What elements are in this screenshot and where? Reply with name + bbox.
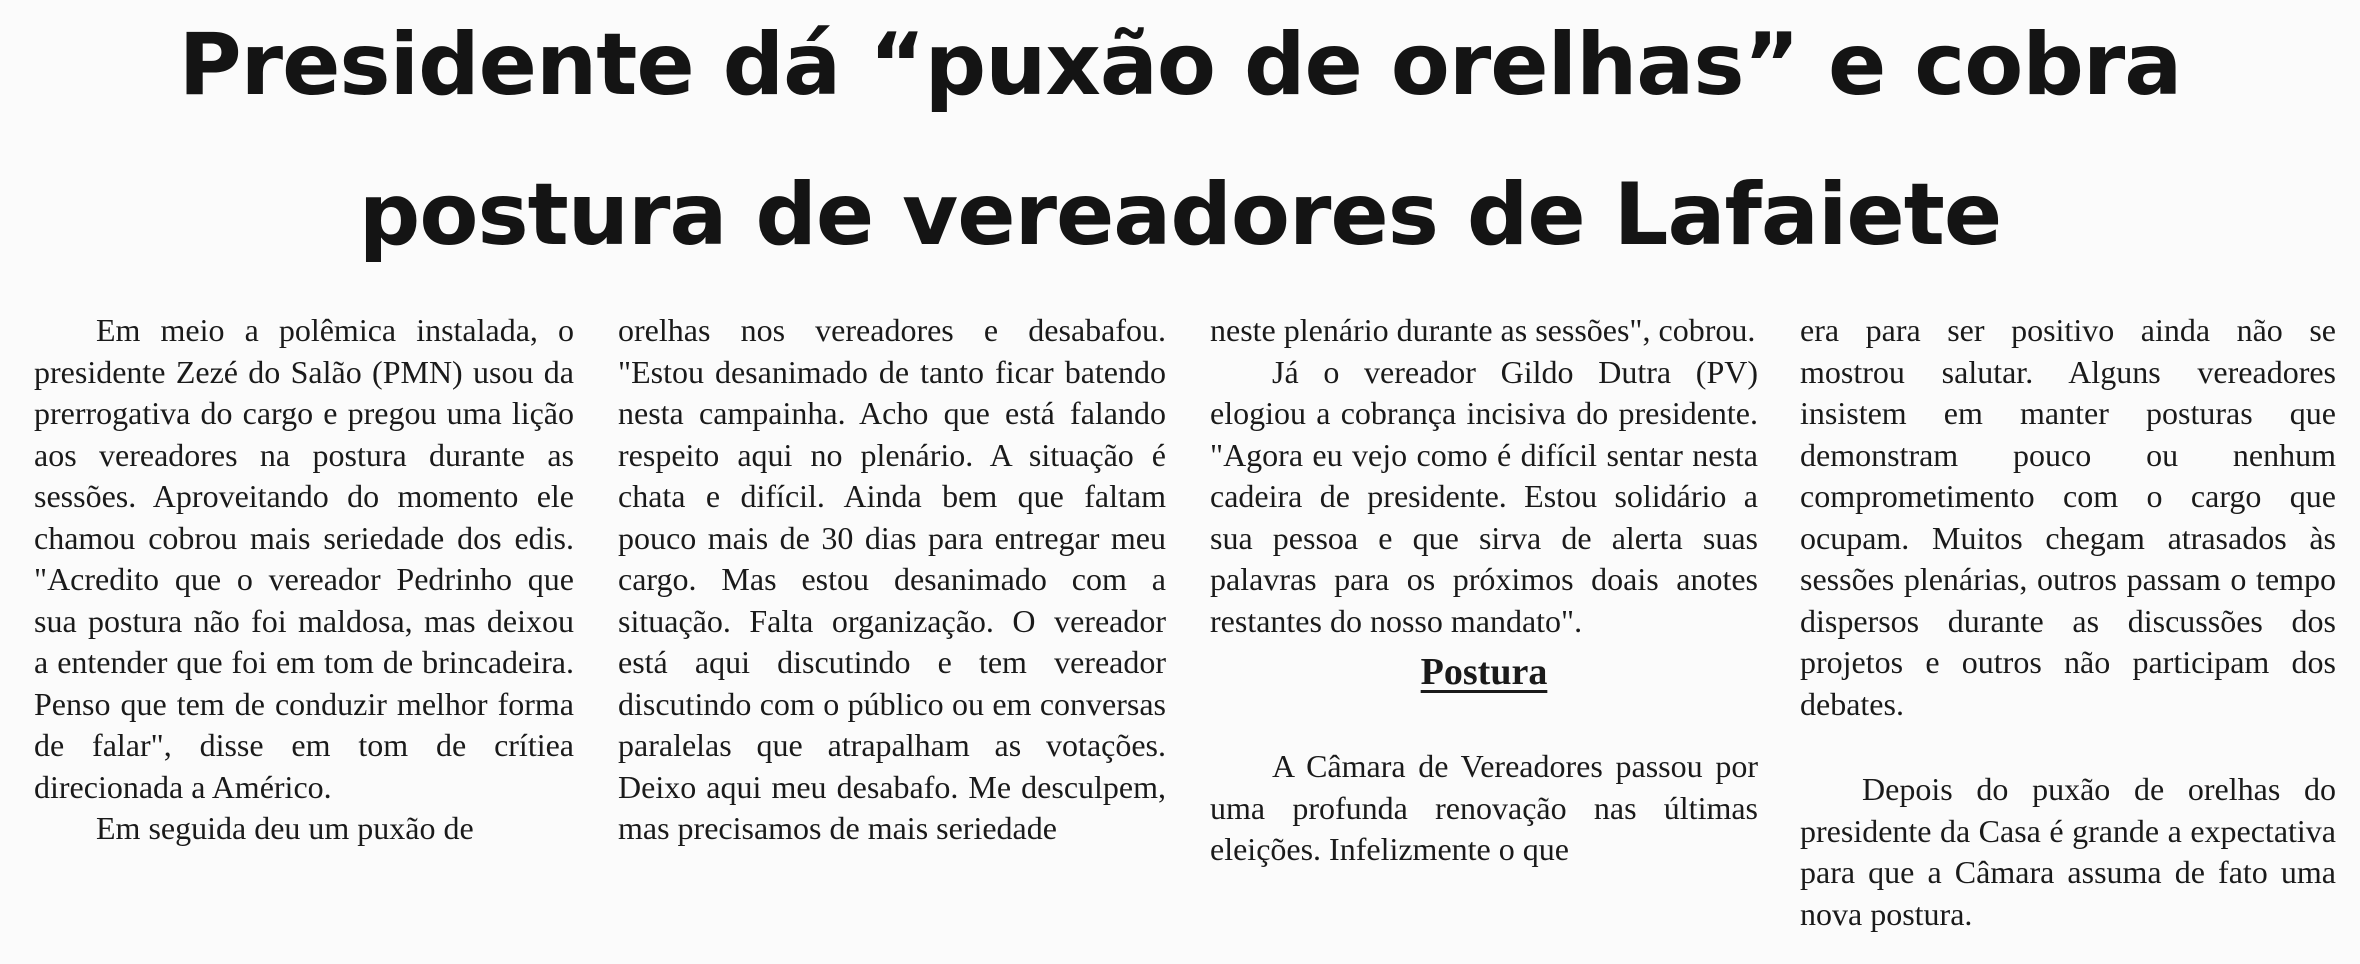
article-column-1: [34, 310, 574, 850]
column-3-paragraph-1: neste plenário durante as sessões", cobrou.: [1210, 312, 1756, 348]
headline-line-2: postura de vereadores de Lafaiete: [358, 165, 2002, 265]
column-3-paragraph-2: Já o vereador Gildo Dutra (PV) elogiou a cobrança incisiva do presidente. "Agora eu vejo como é difícil sentar nesta cadeira de presidente. Estou solidário a sua pessoa e que sirva de alerta suas palavras para os próximos doais anotes restantes do nosso mandato".: [1210, 353, 1758, 639]
article-column-4: [1800, 310, 2336, 935]
section-subhead: Postura: [1420, 651, 1548, 693]
headline-line-1: Presidente dá “puxão de orelhas” e cobra: [178, 15, 2182, 115]
column-2-paragraph-1: orelhas nos vereadores e desabafou. "Estou desanimado de tanto ficar batendo nesta campainha. Acho que está falando respeito aqui no plenário. A situação é chata e difícil. Ainda bem que faltam pouco mais de 30 dias para entregar meu cargo. Mas estou desanimado com a situação. Falta organização. O vereador está aqui discutindo e tem vereador discutindo com o público ou em conversas paralelas que atrapalham as votações. Deixo aqui meu desabafo. Me desculpem, mas precisamos de mais seriedade: [618, 312, 1166, 846]
article-column-3: [1210, 310, 1758, 871]
column-1-paragraph-2: Em seguida deu um puxão de: [96, 810, 474, 846]
column-4-paragraph-1: era para ser positivo ainda não se mostrou salutar. Alguns vereadores insistem em manter posturas que demonstram pouco ou nenhum comprometimento com o cargo que ocupam. Muitos chegam atrasados às sessões plenárias, outros passam o tempo dispersos durante as discussões dos projetos e outros não participam dos debates.: [1800, 312, 2336, 722]
column-4-paragraph-2: Depois do puxão de orelhas do presidente da Casa é grande a expectativa para que a Câmara assuma de fato uma nova postura.: [1800, 771, 2336, 932]
column-1-paragraph-1: Em meio a polêmica instalada, o presidente Zezé do Salão (PMN) usou da prerrogativa do cargo e pregou uma lição aos vereadores na postura durante as sessões. Aproveitando do momento ele chamou cobrou mais seriedade dos edis. "Acredito que o vereador Pedrinho que sua postura não foi maldosa, mas deixou a entender que foi em tom de brincadeira. Penso que tem de conduzir melhor forma de falar", disse em tom de crítiea direcionada a Américo.: [34, 312, 574, 805]
column-3-paragraph-3: A Câmara de Vereadores passou por uma profunda renovação nas últimas eleições. Infelizmente o que: [1210, 748, 1758, 867]
article-column-2: [618, 310, 1166, 850]
